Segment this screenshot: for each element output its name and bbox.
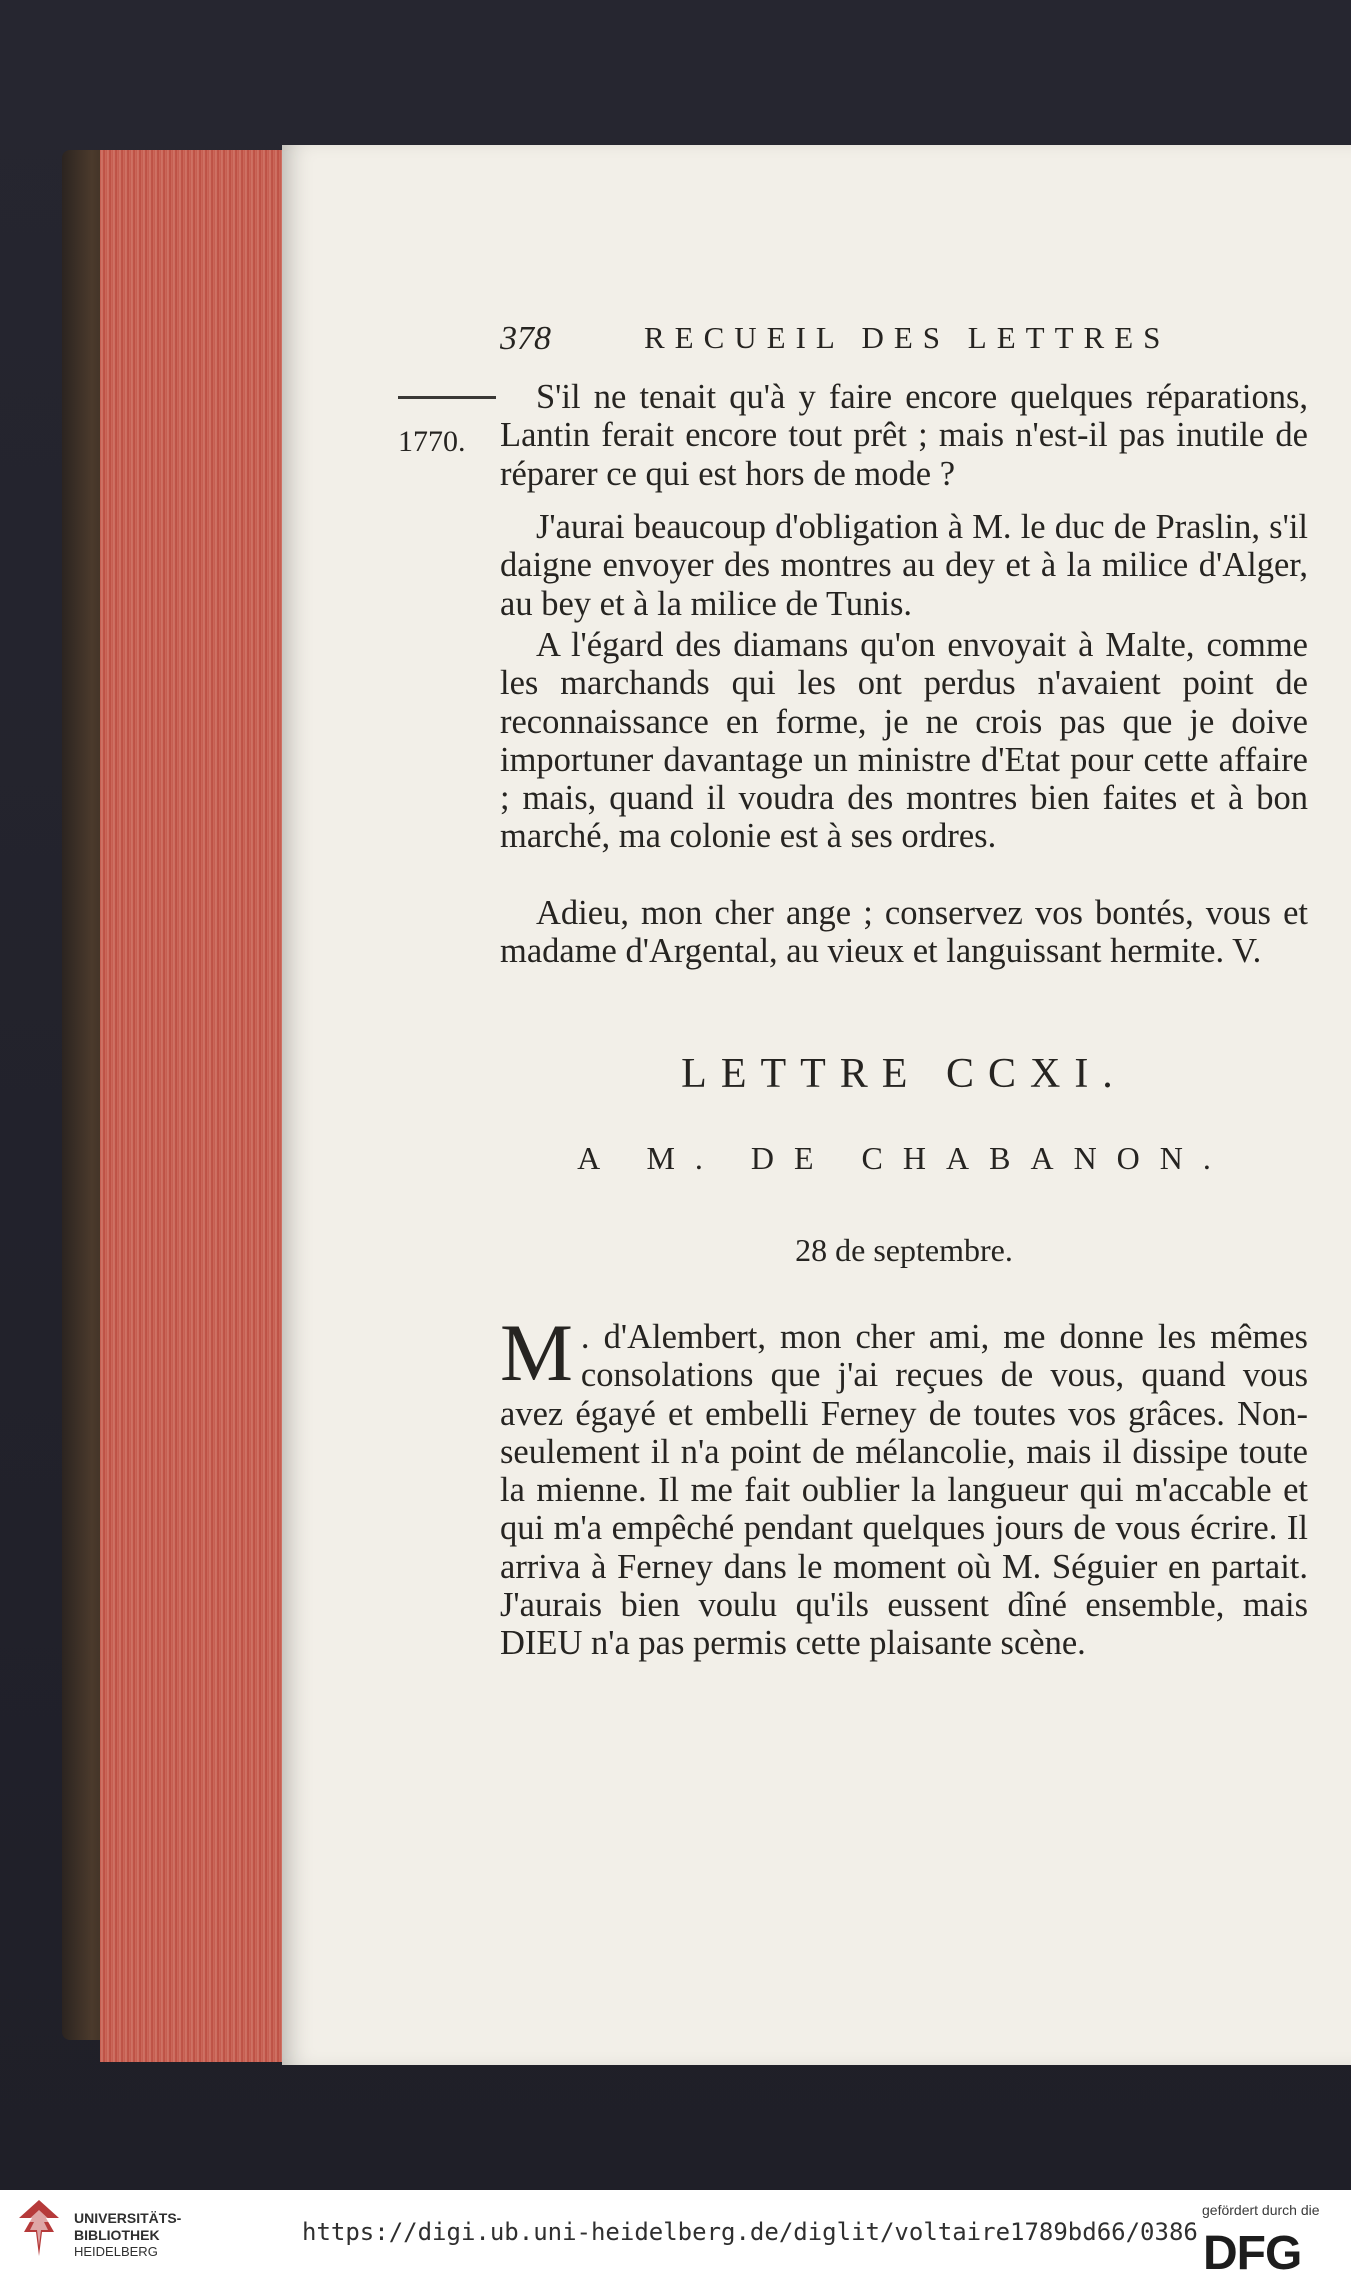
institution-line-3: HEIDELBERG (74, 2244, 158, 2259)
previous-letter-paragraph-1 (500, 378, 1308, 493)
paragraph-text: A l'égard des diamans qu'on envoyait à Malte, comme les marchands qui les ont perdus n'avaient point de reconnaissance en forme, je ne crois pas que je doive importuner davantage un ministre d'Etat pour cette affaire ; mais, quand il voudra des montres bien faites et à bon marché, ma colonie est à ses ordres. (500, 626, 1308, 856)
paragraph-text: S'il ne tenait qu'à y faire encore quelques réparations, Lantin ferait encore tout prêt ; mais n'est-il pas inutile de réparer ce qui est hors de mode ? (500, 378, 1308, 493)
drop-cap: M (500, 1307, 573, 1398)
previous-letter-paragraph-3 (500, 626, 1308, 856)
university-library-logo-icon (14, 2198, 64, 2258)
institution-line-1: UNIVERSITÄTS- (74, 2210, 182, 2226)
year-note: 1770. (398, 425, 466, 458)
previous-letter-paragraph-2 (500, 508, 1308, 623)
year-rule (398, 396, 496, 399)
funding-label: gefördert durch die (1202, 2202, 1320, 2218)
document-url-link[interactable]: https://digi.ub.uni-heidelberg.de/diglit/voltaire1789bd66/0386 (302, 2218, 1198, 2246)
page-header (500, 320, 1300, 362)
paragraph-text: J'aurai beaucoup d'obligation à M. le duc de Praslin, s'il daigne envoyer des montres au dey et à la milice d'Alger, au bey et à la milice de Tunis. (500, 508, 1308, 623)
letter-date: 28 de septembre. (795, 1232, 1013, 1268)
paragraph-text: . d'Alembert, mon cher ami, me donne les mêmes consolations que j'ai reçues de vous, quand vous avez égayé et embelli Ferney de toutes vos grâces. Non-seulement il n'a point de mélancolie, mais il dissipe toute la mienne. Il me fait oublier la langueur qui m'accable et qui m'a empêché pendant quelques jours de vous écrire. Il arriva à Ferney dans le moment où M. Séguier en partait. J'aurais bien voulu qu'ils eussent dîné ensemble, mais DIEU n'a pas permis cette plaisante scène. (500, 1318, 1308, 1663)
dfg-logo: DFG (1203, 2227, 1302, 2280)
institution-line-2: BIBLIOTHEK (74, 2227, 160, 2243)
new-letter-paragraph (500, 1307, 1308, 1663)
letter-addressee: A M. DE CHABANON. (577, 1140, 1231, 1176)
letter-title: LETTRE CCXI. (681, 1051, 1127, 1097)
page-number: 378 (500, 320, 551, 357)
running-title: RECUEIL DES LETTRES (644, 320, 1171, 355)
book-page-edge (100, 150, 291, 2062)
paragraph-text: Adieu, mon cher ange ; conservez vos bontés, vous et madame d'Argental, au vieux et languissant hermite. V. (500, 894, 1308, 971)
previous-letter-paragraph-4 (500, 894, 1308, 971)
